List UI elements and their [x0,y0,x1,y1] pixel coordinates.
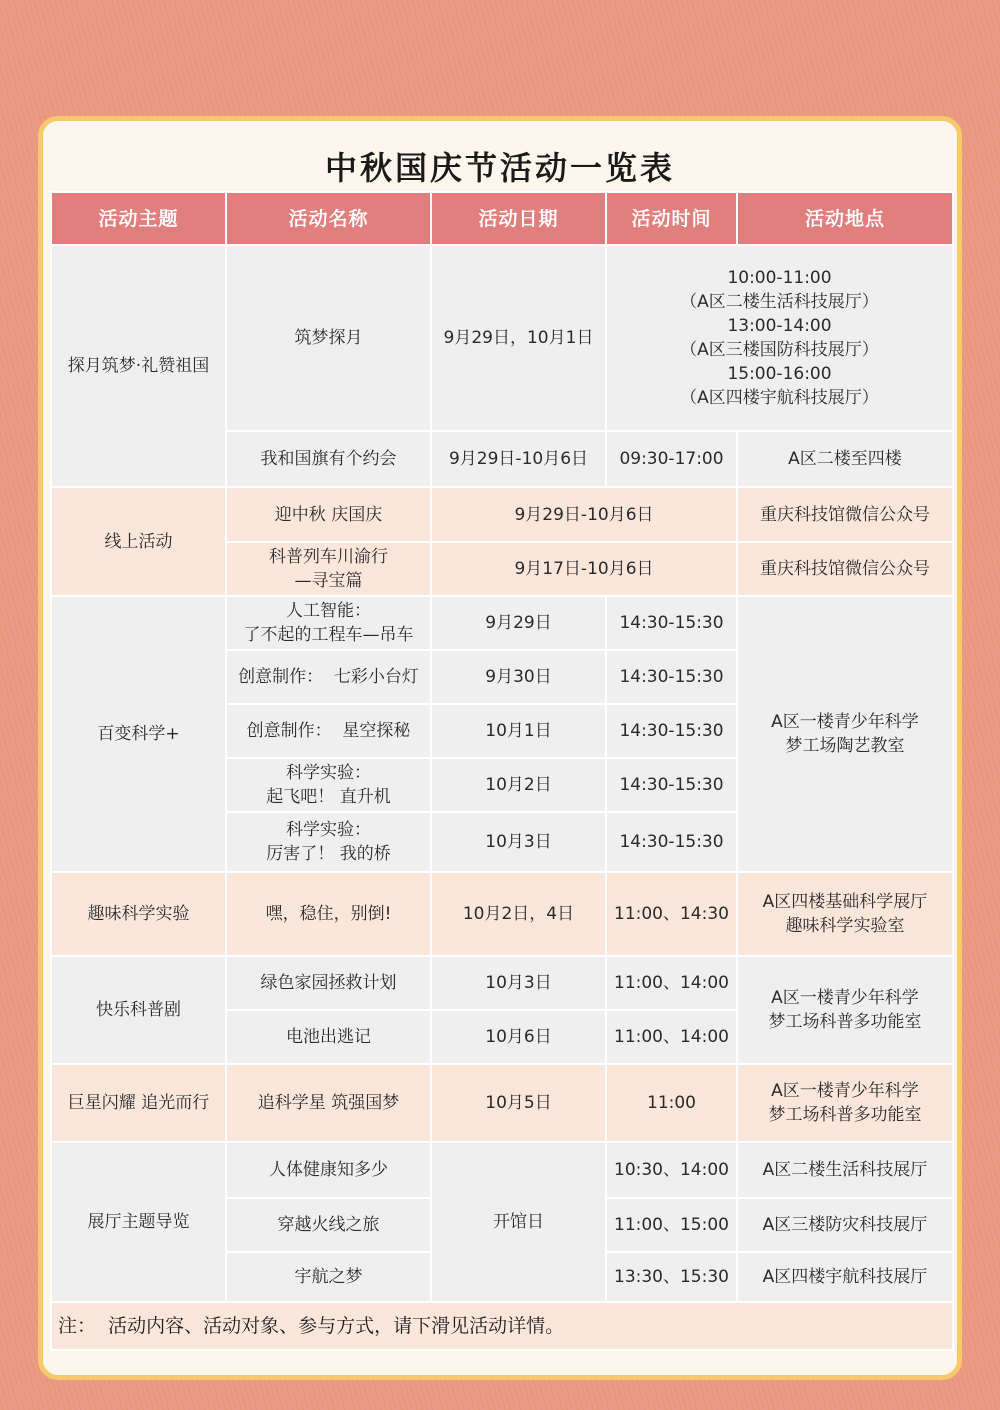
activity-date: 10月3日 [431,956,606,1010]
footnote: 注： 活动内容、活动对象、参与方式，请下滑见活动详情。 [51,1302,953,1350]
theme-cell: 探月筑梦·礼赞祖国 [51,245,226,487]
activity-place: A区一楼青少年科学 梦工场陶艺教室 [737,596,953,872]
activity-date-time: 9月29日-10月6日 [431,487,737,542]
activity-time: 09:30-17:00 [606,431,737,487]
theme-cell: 展厅主题导览 [51,1142,226,1302]
activity-place: A区四楼基础科学展厅 趣味科学实验室 [737,872,953,956]
activity-name: 科学实验： 厉害了！ 我的桥 [226,812,431,872]
table-row [51,487,953,542]
table-row [51,872,953,956]
table-row [51,956,953,1010]
activity-time: 11:00、14:00 [606,1010,737,1064]
theme-cell: 趣味科学实验 [51,872,226,956]
activity-date: 9月29日 [431,596,606,650]
activity-place: 重庆科技馆微信公众号 [737,487,953,542]
table-row [51,1064,953,1142]
activity-time: 11:00、14:00 [606,956,737,1010]
activity-time: 14:30-15:30 [606,704,737,758]
activity-date: 10月3日 [431,812,606,872]
activity-time: 11:00、15:00 [606,1198,737,1252]
activity-date: 10月1日 [431,704,606,758]
activity-name: 电池出逃记 [226,1010,431,1064]
activity-place: 重庆科技馆微信公众号 [737,542,953,596]
header-place: 活动地点 [737,192,953,245]
table-row [51,1142,953,1198]
activity-name: 人工智能： 了不起的工程车—吊车 [226,596,431,650]
activity-date-time: 9月17日-10月6日 [431,542,737,596]
header-name: 活动名称 [226,192,431,245]
activity-place: A区二楼生活科技展厅 [737,1142,953,1198]
table-row [51,596,953,650]
activity-place: A区二楼至四楼 [737,431,953,487]
activity-table [50,191,954,1351]
activity-name: 宇航之梦 [226,1252,431,1302]
activity-place: A区一楼青少年科学 梦工场科普多功能室 [737,956,953,1064]
note-row [51,1302,953,1350]
theme-cell: 线上活动 [51,487,226,596]
activity-date: 9月29日-10月6日 [431,431,606,487]
activity-name: 创意制作： 星空探秘 [226,704,431,758]
theme-cell: 快乐科普剧 [51,956,226,1064]
activity-name: 绿色家园拯救计划 [226,956,431,1010]
activity-place: A区三楼防灾科技展厅 [737,1198,953,1252]
table-row [51,245,953,431]
table-header-row [51,192,953,245]
page-title: 中秋国庆节活动一览表 [324,149,675,187]
activity-date: 10月2日 [431,758,606,812]
header-time: 活动时间 [606,192,737,245]
header-date: 活动日期 [431,192,606,245]
activity-time: 14:30-15:30 [606,596,737,650]
header-theme: 活动主题 [51,192,226,245]
theme-cell: 百变科学+ [51,596,226,872]
activity-time: 13:30、15:30 [606,1252,737,1302]
activity-date: 9月29日，10月1日 [431,245,606,431]
activity-place: A区四楼宇航科技展厅 [737,1252,953,1302]
activity-time: 11:00、14:30 [606,872,737,956]
activity-name: 迎中秋 庆国庆 [226,487,431,542]
activity-name: 创意制作： 七彩小台灯 [226,650,431,704]
activity-place: A区一楼青少年科学 梦工场科普多功能室 [737,1064,953,1142]
activity-date: 开馆日 [431,1142,606,1302]
activity-name: 追科学星 筑强国梦 [226,1064,431,1142]
activity-name: 人体健康知多少 [226,1142,431,1198]
activity-time: 14:30-15:30 [606,812,737,872]
activity-name: 筑梦探月 [226,245,431,431]
activity-time: 14:30-15:30 [606,650,737,704]
activity-name: 科学实验： 起飞吧！ 直升机 [226,758,431,812]
activity-name: 我和国旗有个约会 [226,431,431,487]
theme-cell: 巨星闪耀 追光而行 [51,1064,226,1142]
activity-name: 嘿，稳住，别倒! [226,872,431,956]
activity-time: 10:30、14:00 [606,1142,737,1198]
activity-name: 科普列车川渝行 —寻宝篇 [226,542,431,596]
activity-date: 10月5日 [431,1064,606,1142]
activity-time: 11:00 [606,1064,737,1142]
activity-time: 14:30-15:30 [606,758,737,812]
activity-date: 9月30日 [431,650,606,704]
activity-time-place: 10:00-11:00 （A区二楼生活科技展厅） 13:00-14:00 （A区三楼国防科技展厅） 15:00-16:00 （A区四楼宇航科技展厅） [606,245,953,431]
activity-date: 10月6日 [431,1010,606,1064]
activity-name: 穿越火线之旅 [226,1198,431,1252]
activity-date: 10月2日，4日 [431,872,606,956]
